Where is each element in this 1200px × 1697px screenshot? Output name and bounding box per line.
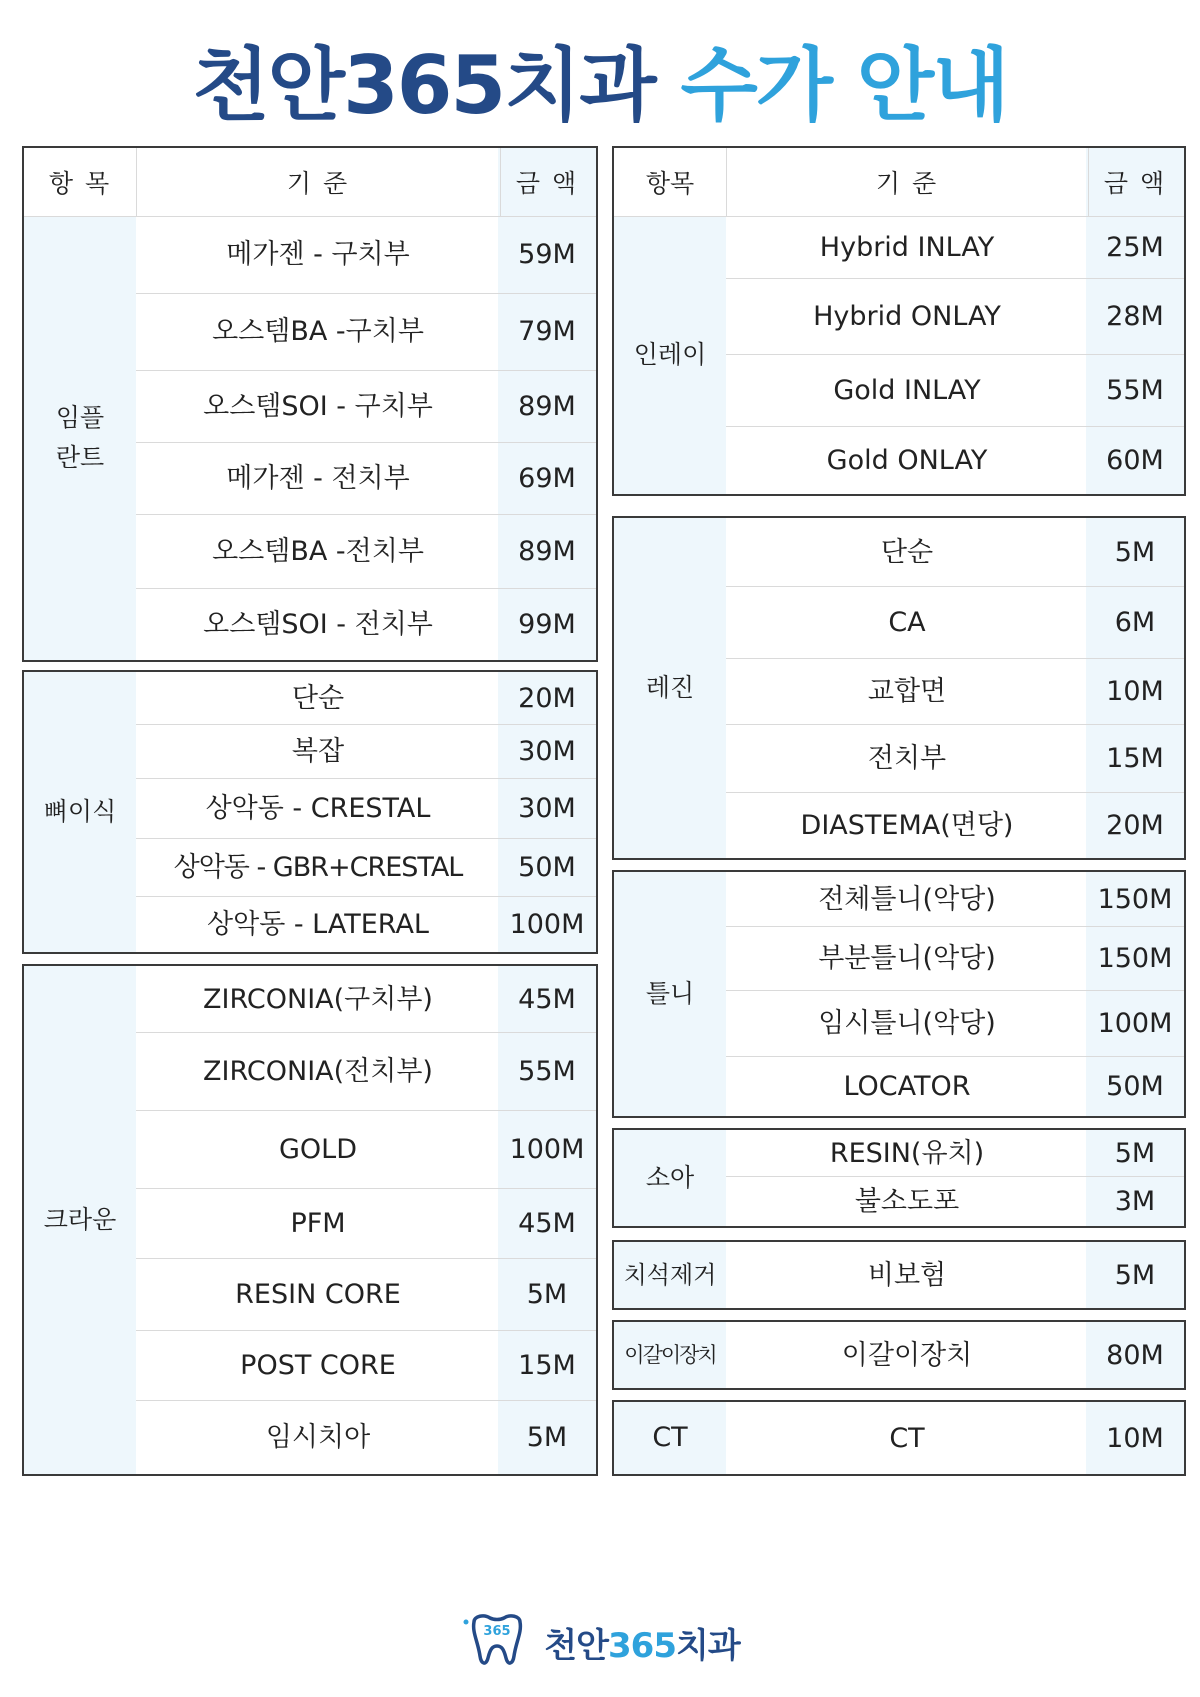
cell-standard: 임시치아 — [265, 1421, 371, 1453]
cell-standard: 상악동 - GBR+CRESTAL — [173, 851, 463, 883]
logo-badge-text: 365 — [483, 1624, 511, 1639]
header-amount: 금 액 — [498, 148, 596, 216]
cell-amount: 10M — [1106, 1422, 1164, 1454]
header-item: 항 목 — [48, 169, 112, 198]
cell-standard: 이갈이장치 — [841, 1339, 973, 1371]
category-cell: 뼈이식 — [24, 672, 136, 952]
header-separator — [500, 148, 501, 216]
category-cell: 이갈이장치 — [614, 1322, 726, 1388]
table-resin — [612, 516, 1186, 860]
cell-standard: 오스템BA -구치부 — [212, 316, 424, 347]
cell-standard: 교합면 — [867, 675, 947, 707]
cell-amount: 99M — [518, 608, 576, 640]
cell-standard: 부분틀니(악당) — [818, 942, 996, 974]
header-separator — [136, 148, 137, 216]
cell-amount: 50M — [518, 851, 576, 883]
category-cell: 레진 — [614, 518, 726, 858]
cell-standard: GOLD — [278, 1133, 357, 1165]
cell-amount: 50M — [1106, 1070, 1164, 1102]
cell-standard: LOCATOR — [843, 1070, 971, 1102]
header-amount: 금 액 — [1086, 148, 1184, 216]
table-implant — [22, 146, 598, 662]
category-cell: 임플 란트 — [24, 216, 136, 660]
table-bone-graft — [22, 670, 598, 954]
cell-amount: 15M — [518, 1349, 576, 1381]
brand-part3: 치과 — [675, 1625, 740, 1666]
cell-standard: ZIRCONIA(구치부) — [203, 983, 433, 1015]
cell-standard: 임시틀니(악당) — [818, 1007, 996, 1039]
cell-standard: POST CORE — [240, 1349, 396, 1381]
cell-amount: 28M — [1106, 300, 1164, 332]
cell-standard: 오스템SOI - 구치부 — [203, 390, 433, 422]
cell-standard: PFM — [290, 1207, 346, 1239]
cell-amount: 5M — [526, 1278, 568, 1310]
cell-standard: Hybrid ONLAY — [813, 300, 1001, 332]
category-cell: 틀니 — [614, 872, 726, 1116]
cell-standard: 오스템SOI - 전치부 — [203, 608, 433, 640]
cell-standard: DIASTEMA(면당) — [800, 809, 1014, 841]
cell-amount: 79M — [518, 316, 576, 347]
title-subject: 수가 안내 — [680, 39, 1008, 132]
cell-standard: 불소도포 — [854, 1185, 960, 1217]
cell-standard: 메가젠 - 전치부 — [226, 462, 410, 494]
cell-amount: 89M — [518, 535, 576, 567]
cell-amount: 69M — [518, 462, 576, 494]
cell-standard: ZIRCONIA(전치부) — [203, 1055, 433, 1087]
cell-amount: 5M — [1114, 536, 1156, 568]
cell-amount: 45M — [518, 983, 576, 1015]
cell-amount: 5M — [1114, 1259, 1156, 1291]
tooth-icon — [460, 1612, 534, 1672]
cell-standard: 비보험 — [867, 1259, 947, 1291]
cell-standard: RESIN CORE — [235, 1278, 401, 1310]
cell-amount: 150M — [1097, 942, 1173, 974]
header-standard: 기 준 — [875, 169, 939, 198]
cell-standard: CT — [889, 1422, 925, 1454]
brand-part1: 천안 — [544, 1625, 608, 1666]
cell-amount: 100M — [509, 908, 585, 940]
category-cell: 크라운 — [24, 966, 136, 1474]
table-pediatric — [612, 1128, 1186, 1228]
cell-standard: Hybrid INLAY — [819, 231, 995, 263]
brand-part2: 365 — [608, 1625, 676, 1666]
cell-amount: 25M — [1106, 231, 1164, 263]
cell-standard: 전체틀니(악당) — [818, 883, 996, 915]
cell-amount: 59M — [518, 239, 576, 270]
cell-amount: 100M — [509, 1133, 585, 1165]
title-clinic-name: 천안365치과 — [192, 39, 655, 132]
cell-amount: 6M — [1114, 606, 1156, 638]
cell-amount: 3M — [1114, 1185, 1156, 1217]
cell-amount: 10M — [1106, 675, 1164, 707]
header-standard: 기 준 — [286, 169, 350, 198]
cell-amount: 20M — [1106, 809, 1164, 841]
cell-standard: 전치부 — [867, 742, 947, 774]
table-inlay — [612, 146, 1186, 496]
table-bruxism — [612, 1320, 1186, 1390]
table-crown — [22, 964, 598, 1476]
table-scaling — [612, 1240, 1186, 1310]
cell-standard: 상악동 - LATERAL — [207, 908, 429, 940]
table-ct — [612, 1400, 1186, 1476]
cell-standard: 오스템BA -전치부 — [212, 535, 424, 567]
header-item: 항목 — [645, 169, 695, 198]
cell-amount: 100M — [1097, 1007, 1173, 1039]
cell-standard: CA — [888, 606, 926, 638]
table-denture — [612, 870, 1186, 1118]
cell-standard: 복잡 — [291, 735, 345, 767]
category-cell: 소아 — [614, 1130, 726, 1226]
cell-amount: 5M — [526, 1421, 568, 1453]
footer-logo — [0, 1612, 1200, 1672]
cell-amount: 15M — [1106, 742, 1164, 774]
cell-standard: 상악동 - CRESTAL — [205, 792, 431, 824]
cell-amount: 60M — [1106, 444, 1164, 476]
category-cell: 치석제거 — [614, 1242, 726, 1308]
cell-standard: 단순 — [291, 682, 345, 714]
cell-amount: 55M — [518, 1055, 576, 1087]
cell-amount: 150M — [1097, 883, 1173, 915]
category-cell: CT — [614, 1402, 726, 1474]
cell-amount: 20M — [518, 682, 576, 714]
cell-amount: 30M — [518, 792, 576, 824]
cell-amount: 55M — [1106, 374, 1164, 406]
cell-standard: 메가젠 - 구치부 — [226, 239, 410, 270]
header-separator — [726, 148, 727, 216]
cell-standard: 단순 — [880, 536, 934, 568]
cell-standard: RESIN(유치) — [829, 1137, 985, 1169]
header-separator — [1088, 148, 1089, 216]
cell-amount: 45M — [518, 1207, 576, 1239]
category-cell: 인레이 — [614, 216, 726, 494]
cell-amount: 89M — [518, 390, 576, 422]
cell-amount: 80M — [1106, 1339, 1164, 1371]
cell-amount: 5M — [1114, 1137, 1156, 1169]
page-title — [0, 39, 1200, 132]
footer-brand — [544, 1618, 739, 1667]
cell-amount: 30M — [518, 735, 576, 767]
cell-standard: Gold ONLAY — [826, 444, 988, 476]
cell-standard: Gold INLAY — [833, 374, 981, 406]
